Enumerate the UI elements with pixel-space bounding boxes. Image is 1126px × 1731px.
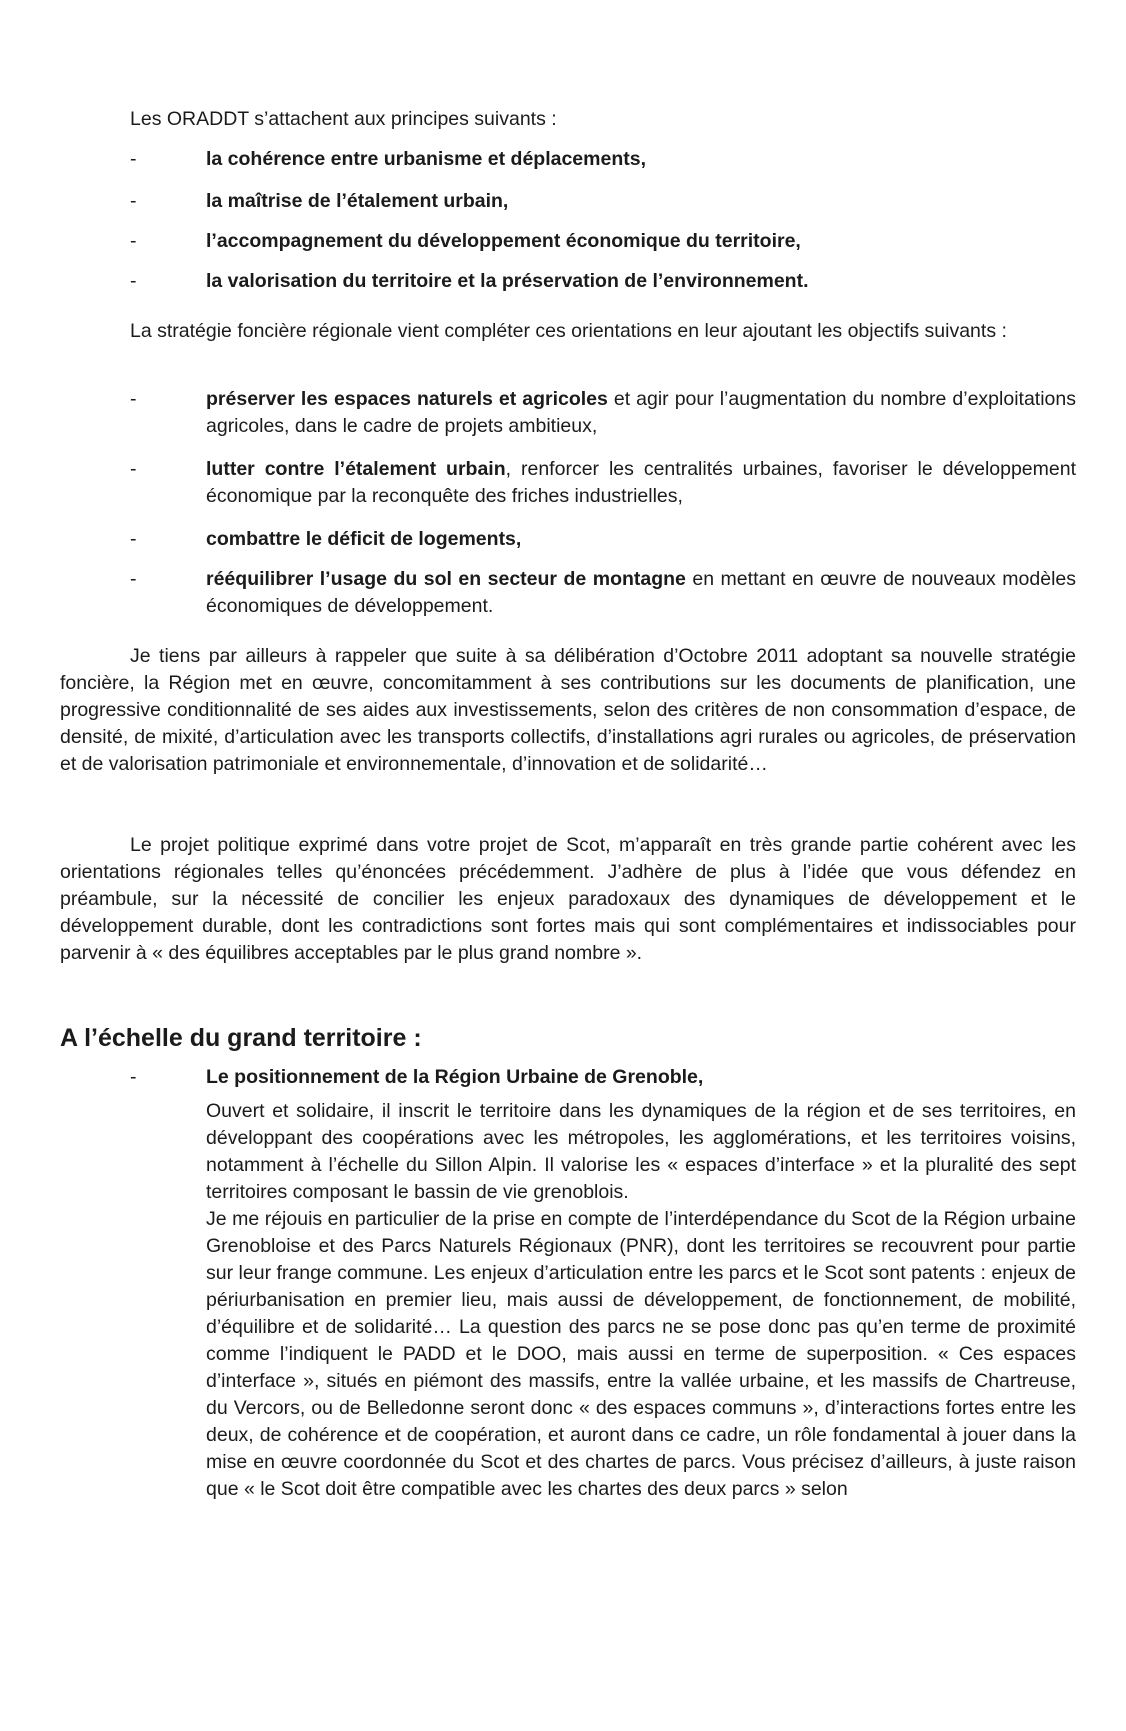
objective-item [206,566,1076,620]
objective-rest: , renforcer les centralités urbaines, favoriser le développement économique par la reconquête des friches industrielles, [206,458,1077,507]
bullet-dash: - [130,1066,137,1088]
bullet-dash: - [130,458,137,480]
objective-bold: rééquilibrer l’usage du sol en secteur de montagne [206,568,686,590]
objective-bold: préserver les espaces naturels et agricoles [206,388,608,410]
section-subheading: Le positionnement de la Région Urbaine de Grenoble, [206,1066,704,1088]
objective-rest: et agir pour l’augmentation du nombre d’exploitations agricoles, dans le cadre de projets ambitieux, [206,388,1076,437]
bullet-dash: - [130,230,137,252]
bullet-dash: - [130,148,137,170]
principle-item: la valorisation du territoire et la préservation de l’environnement. [206,270,809,292]
paragraph-project: Le projet politique exprimé dans votre projet de Scot, m’apparaît en très grande partie cohérent avec les orientations régionales telles qu’énoncées précédemment. J’adhère de plus à l’idée que vous défendez en préambule, sur la nécessité de concilier les enjeux paradoxaux des dynamiques de développement et le développement durable, dont les contradictions sont fortes mais qui sont complémentaires et indissociables pour parvenir à « des équilibres acceptables par le plus grand nombre ». [60,834,1076,964]
intro-lead: Les ORADDT s’attachent aux principes suivants : [130,108,557,130]
objective-item [206,526,1076,553]
principle-item: l’accompagnement du développement économique du territoire, [206,230,801,252]
section-heading: A l’échelle du grand territoire : [60,1024,422,1052]
bullet-dash: - [130,568,137,590]
objective-rest: en mettant en œuvre de nouveaux modèles économiques de développement. [206,568,1076,617]
bullet-dash: - [130,270,137,292]
strategy-lead: La stratégie foncière régionale vient compléter ces orientations en leur ajoutant les objectifs suivants : [130,320,1007,342]
objective-item [206,386,1076,440]
section-body-2: Je me réjouis en particulier de la prise en compte de l’interdépendance du Scot de la Région urbaine Grenobloise et des Parcs Naturels Régionaux (PNR), dont les territoires se recouvrent pour partie sur leur frange commune. Les enjeux d’articulation entre les parcs et le Scot sont patents : enjeux de périurbanisation en premier lieu, mais aussi de développement, de fonctionnement, de mobilité, d’équilibre et de solidarité… La question des parcs ne se pose donc pas qu’en terme de proximité comme l’indiquent le PADD et le DOO, mais aussi en terme de superposition. « Ces espaces d’interface », situés en piémont des massifs, entre la vallée urbaine, et les massifs de Chartreuse, du Vercors, ou de Belledonne seront donc « des espaces communs », d’interactions fortes entre les deux, de cohérence et de coopération, et auront dans ce cadre, un rôle fondamental à jouer dans la mise en œuvre coordonnée du Scot et des chartes de parcs. Vous précisez d’ailleurs, à juste raison que « le Scot doit être compatible avec les chartes des deux parcs » selon [206,1208,1076,1500]
objective-bold: lutter contre l’étalement urbain [206,458,506,480]
bullet-dash: - [130,528,137,550]
objective-item [206,456,1076,510]
paragraph-conditionality: Je tiens par ailleurs à rappeler que suite à sa délibération d’Octobre 2011 adoptant sa nouvelle stratégie foncière, la Région met en œuvre, concomitamment à ses contributions sur les documents de planification, une progressive conditionnalité de ses aides aux investissements, selon des critères de non consommation d’espace, de densité, de mixité, d’articulation avec les transports collectifs, d’installations agri rurales ou agricoles, de préservation et de valorisation patrimoniale et environnementale, d’innovation et de solidarité… [60,645,1076,775]
bullet-dash: - [130,388,137,410]
objective-bold: combattre le déficit de logements, [206,528,522,550]
principle-item: la cohérence entre urbanisme et déplacements, [206,148,647,170]
bullet-dash: - [130,190,137,212]
section-body-1: Ouvert et solidaire, il inscrit le territoire dans les dynamiques de la région et de ses territoires, en développant des coopérations avec les métropoles, les agglomérations, et les territoires voisins, notamment à l’échelle du Sillon Alpin. Il valorise les « espaces d’interface » et la pluralité des sept territoires composant le bassin de vie grenoblois. [206,1100,1076,1203]
principle-item: la maîtrise de l’étalement urbain, [206,190,509,212]
